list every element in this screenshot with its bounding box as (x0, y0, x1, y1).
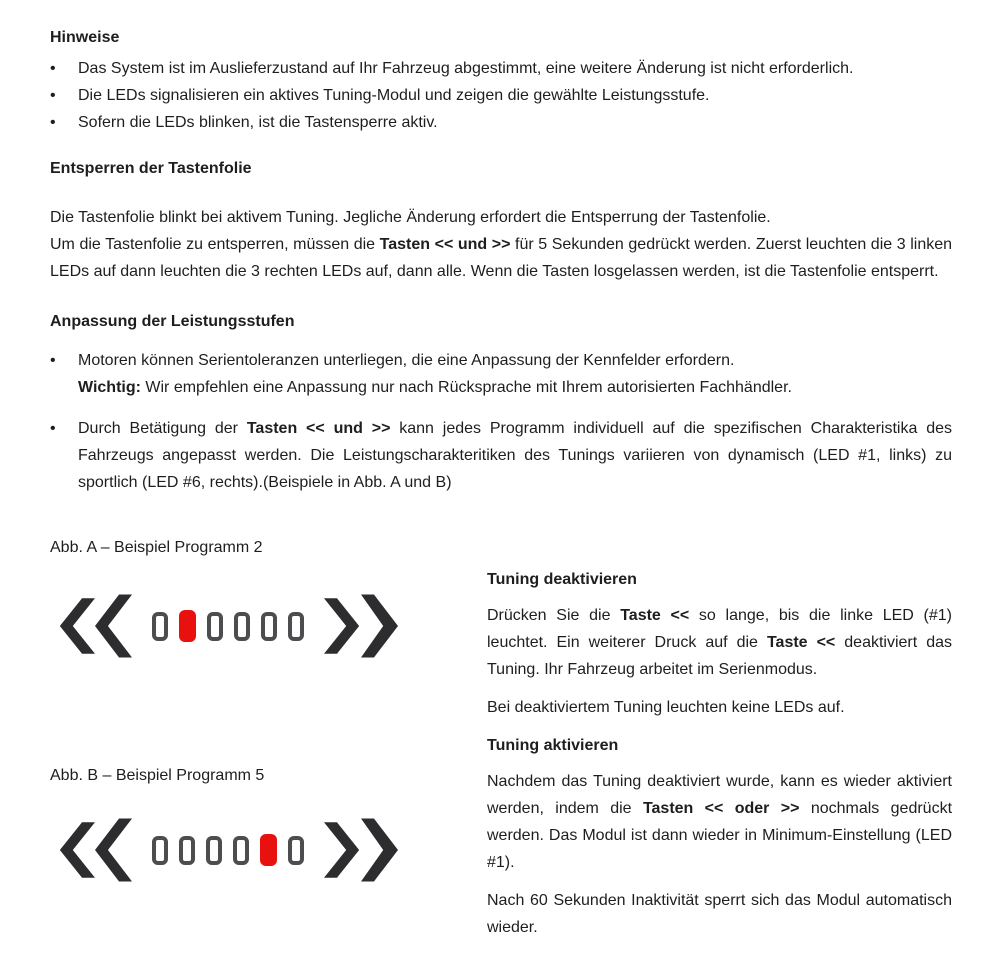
section-title-entsperren: Entsperren der Tastenfolie (50, 160, 252, 177)
led-indicator-off (288, 612, 304, 641)
bullet-marker: • (50, 87, 56, 104)
double-chevron-right-icon (324, 592, 398, 660)
led-indicator-off (288, 836, 304, 865)
list-item (50, 415, 952, 496)
text: Wir empfehlen eine Anpassung nur nach Rücksprache mit Ihrem autorisierten Fachhändler. (140, 379, 792, 396)
text: Bei deaktiviertem Tuning leuchten keine LEDs auf. (487, 699, 845, 716)
bold-text: Tasten << oder >> (642, 800, 800, 817)
paragraph-tuning-deaktivieren (487, 602, 952, 683)
led-indicator-off (234, 612, 250, 641)
list-item-text (78, 415, 952, 496)
section-title-tuning-aktivieren: Tuning aktivieren (487, 737, 619, 754)
led-indicator-off (261, 612, 277, 641)
paragraph-tuning-aktivieren (487, 768, 952, 876)
double-chevron-right-icon (324, 816, 398, 884)
paragraph-auto-sperre (487, 887, 952, 941)
list-item (50, 347, 952, 401)
bullet-marker: • (50, 420, 56, 437)
bullet-marker: • (50, 60, 56, 77)
bold-text: Taste << (620, 607, 690, 624)
text: für 5 Sekunden gedrückt werden. Zuerst leuchten die 3 linken LEDs auf dann leuchten die 3 rechten LEDs auf, dann alle. Wenn die Tasten losgelassen werden, ist die Tastenfolie entsperrt. (50, 236, 953, 280)
figures-column (50, 538, 487, 952)
bullet-marker: • (50, 352, 56, 369)
led-indicator-off (206, 836, 222, 865)
anpassung-bullet-list (50, 347, 952, 496)
section-hinweise (50, 28, 952, 136)
section-anpassung (50, 312, 952, 496)
text: Nach 60 Sekunden Inaktivität sperrt sich das Modul automatisch wieder. (487, 892, 952, 936)
text: Die Tastenfolie blinkt bei aktivem Tuning. Jegliche Änderung erfordert die Entsperrung der Tastenfolie. (50, 209, 771, 226)
section-title-tuning-deaktivieren: Tuning deaktivieren (487, 571, 637, 588)
text: nochmals gedrückt werden. Das Modul ist dann wieder in Minimum-Einstellung (LED #1). (487, 800, 953, 871)
bold-text: Tasten << und >> (379, 236, 511, 253)
led-indicator-off (233, 836, 249, 865)
bold-text: Tasten << und >> (246, 420, 391, 437)
list-item (50, 55, 952, 82)
list-item (50, 82, 952, 109)
led-indicator-off (207, 612, 223, 641)
list-item-text (78, 82, 952, 109)
double-chevron-left-icon (58, 816, 132, 884)
led-row (152, 610, 304, 642)
text: Drücken Sie die (487, 607, 621, 624)
led-indicator-off (152, 836, 168, 865)
led-indicator-off (152, 612, 168, 641)
led-indicator-off (179, 836, 195, 865)
paragraph-tuning-deaktiviert-hinweis (487, 694, 952, 721)
list-item (50, 109, 952, 136)
double-chevron-left-icon (58, 592, 132, 660)
section-title-hinweise: Hinweise (50, 29, 120, 46)
paragraph-entsperren (50, 204, 952, 285)
list-item-text (78, 55, 952, 82)
bold-text: Wichtig: (78, 379, 141, 396)
text: kann jedes Programm individuell auf die spezifischen Charakteristika des Fahrzeugs angepasst werden. Die Leistungscharakteritiken des Tunings variieren von dynamisch (LED #1, links) zu sportlich (LED #6, rechts).(Beispiele in Abb. A und B) (78, 420, 952, 491)
list-item-text (78, 347, 952, 401)
text: Durch Betätigung der (78, 420, 247, 437)
led-row (152, 834, 304, 866)
figure-b-label: Abb. B – Beispiel Programm 5 (50, 767, 265, 784)
section-entsperren (50, 159, 952, 285)
text: so lange, bis die linke LED (#1) leuchtet. Ein weiterer Druck auf die (487, 607, 952, 651)
led-display-figure-a (58, 592, 487, 660)
list-item-text (78, 109, 952, 136)
text: Um die Tastenfolie zu entsperren, müssen die (50, 236, 380, 253)
figure-a-label: Abb. A – Beispiel Programm 2 (50, 539, 263, 556)
text: Sofern die LEDs blinken, ist die Tastensperre aktiv. (78, 114, 438, 131)
text: Nachdem das Tuning deaktiviert wurde, kann es wieder aktiviert werden, indem die (487, 773, 952, 817)
text: Motoren können Serientoleranzen unterliegen, die eine Anpassung der Kennfelder erfordern. (78, 352, 735, 369)
instructions-column (487, 538, 952, 952)
text: Die LEDs signalisieren ein aktives Tuning-Modul und zeigen die gewählte Leistungsstufe. (78, 87, 710, 104)
text: deaktiviert das Tuning. Ihr Fahrzeug arbeitet im Serienmodus. (487, 634, 953, 678)
led-display-figure-b (58, 816, 487, 884)
hinweise-bullet-list (50, 55, 952, 136)
bold-text: Taste << (766, 634, 836, 651)
led-indicator-on (179, 610, 196, 642)
bullet-marker: • (50, 114, 56, 131)
section-title-anpassung: Anpassung der Leistungsstufen (50, 313, 295, 330)
text: Das System ist im Auslieferzustand auf Ihr Fahrzeug abgestimmt, eine weitere Änderung ist nicht erforderlich. (78, 60, 854, 77)
led-indicator-on (260, 834, 277, 866)
two-column-area (50, 538, 952, 952)
